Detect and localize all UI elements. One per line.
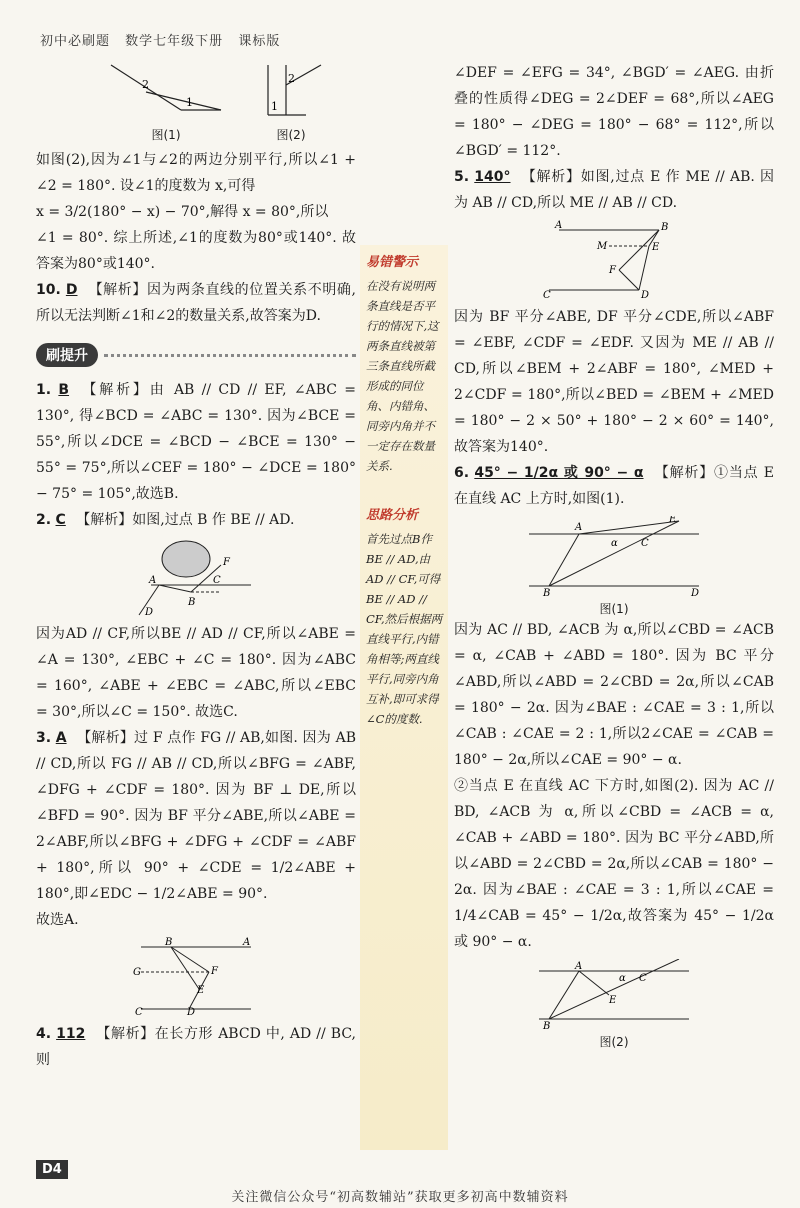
section-banner [36, 343, 356, 367]
solution-text: 如图(2),因为∠1与∠2的两边分别平行,所以∠1 + ∠2 = 180°. 设∠1的度数为 x,可得 [36, 152, 356, 194]
svg-text:F: F [223, 557, 230, 568]
svg-text:A: A [575, 522, 583, 533]
svg-text:G: G [133, 967, 141, 978]
question-number: 3. [36, 730, 52, 746]
question-number: 6. [454, 465, 470, 481]
svg-text:C: C [543, 290, 551, 300]
svg-text:C: C [641, 538, 649, 549]
explanation: 【解析】①当点 E 在直线 AC 上方时,如图(1). [454, 465, 774, 507]
svg-text:D: D [641, 290, 650, 300]
explanation: 因为AD // CF,所以BE // AD // CF,所以∠ABE = ∠A = 130°, ∠EBC + ∠C = 180°. 因为∠ABC = 160°, ∠ABE + ∠EBC = ∠ABC,所以∠EBC = 30°,所以∠C = 150°. 故选C. [36, 626, 356, 720]
explanation: 【解析】如图,过点 E 作 ME // AB. 因为 AB // CD,所以 ME // AB // CD. [454, 169, 775, 211]
page-header [40, 30, 290, 49]
svg-text:A: A [149, 575, 157, 586]
question-4 [36, 1021, 356, 1073]
svg-text:α: α [619, 973, 626, 984]
error-alert-tag: 易错警示 [366, 255, 419, 270]
svg-text:C: C [213, 575, 221, 586]
svg-text:α: α [611, 538, 618, 549]
question-5-figure [539, 220, 689, 300]
question-2-figure [131, 537, 261, 617]
figure-caption: 图(1) [599, 602, 629, 616]
answer: B [58, 382, 70, 398]
svg-text:2: 2 [142, 78, 149, 91]
question-number: 4. [36, 1026, 52, 1042]
svg-text:D: D [187, 1007, 196, 1017]
question-1 [36, 377, 356, 507]
question-6 [454, 460, 774, 512]
question-number: 1. [36, 382, 52, 398]
svg-text:C: C [135, 1007, 143, 1017]
right-column [454, 60, 774, 1050]
question-3 [36, 725, 356, 907]
thinking-note: 首先过点B作BE // AD,由AD // CF,可得BE // AD // CF,然后根据两直线平行,内错角相等;两直线平行,同旁内角互补,即可求得∠C的度数. [366, 532, 443, 726]
footer-text: 关注微信公众号“初高数辅站”获取更多初高中数辅资料 [231, 1190, 569, 1205]
explanation: 【解析】如图,过点 B 作 BE // AD. [76, 512, 295, 528]
question-3-figure [131, 937, 261, 1017]
dotted-rule [104, 354, 356, 357]
svg-text:B: B [165, 937, 173, 948]
solution-text: ∠1 = 80°. 综上所述,∠1的度数为80°或140°. 故答案为80°或140°. [36, 230, 356, 272]
question-number: 5. [454, 169, 470, 185]
svg-text:E: E [197, 985, 205, 996]
explanation: 因为 AC // BD, ∠ACB 为 α,所以∠CBD = ∠ACB = α, ∠CAB + ∠ABD = 180°. 因为 BC 平分∠ABD,所以∠ABD = 2∠CBD = 2α,所以∠CAB = 180° − 2α. 因为∠BAE : ∠CAE = 3 : 1,所以∠CAB : ∠CAE = 2 : 1,所以2∠CAE = ∠CAB = 180° − 2α,所以∠CAE = 90° − α. [454, 622, 774, 768]
page-number: D4 [36, 1160, 68, 1179]
top-figures [106, 60, 356, 143]
question-6-figure-2 [529, 959, 699, 1029]
figure-2 [256, 60, 326, 143]
thinking-tag: 思路分析 [366, 508, 419, 523]
figure-1 [106, 60, 226, 143]
answer: 140° [474, 169, 511, 185]
svg-text:E: E [669, 516, 677, 525]
solution-text: ∠DEF = ∠EFG = 34°, ∠BGD′ = ∠AEG. 由折叠的性质得∠DEG = 2∠DEF = 68°,所以∠AEG = 180° − ∠DEG = 180° − 68° = 112°,所以∠BGD′ = 112°. [454, 65, 774, 159]
figure-2-caption: 图(2) [276, 128, 306, 142]
svg-text:C: C [639, 973, 647, 984]
error-alert-note: 在没有说明两条直线是否平行的情况下,这两条直线被第三条直线所截形成的同位角、内错角、同旁内角并不一定存在数量关系. [366, 279, 439, 473]
svg-text:F: F [211, 966, 218, 977]
solution-text: x = 3/2(180° − x) − 70°,解得 x = 80°,所以 [36, 204, 329, 220]
question-6-figure-1 [519, 516, 709, 596]
question-2 [36, 507, 356, 533]
svg-text:D: D [145, 607, 154, 617]
figure-1-caption: 图(1) [151, 128, 181, 142]
svg-text:M: M [597, 241, 608, 252]
explanation: 因为 BF 平分∠ABE, DF 平分∠CDE,所以∠ABF = ∠EBF, ∠CDF = ∠EDF. 又因为 ME // AB // CD,所以∠BEM + 2∠ABF = 180°, ∠MED + 2∠CDF = 180°,所以∠BED = ∠BEM + ∠MED = 180° − 2 × 50° + 180° − 2 × 60° = 140°,故答案为140°. [454, 309, 774, 455]
svg-text:B: B [543, 588, 551, 596]
explanation: 【解析】过 F 点作 FG // AB,如图. 因为 AB // CD,所以 FG // AB // CD,所以∠BFG = ∠ABF, ∠DFG + ∠CDF = 180°. 因为 BF ⊥ DE,所以∠BFD = 90°. 因为 BF 平分∠ABE,所以∠ABE = 2∠ABF,所以∠BFG + ∠DFG + ∠CDF = ∠ABF + 180°,所以 90° + ∠CDE = 1/2∠ABE + 180°,即∠EDC − 1/2∠ABE = 90°. [36, 730, 356, 902]
svg-text:A: A [243, 937, 251, 948]
answer: C [55, 512, 66, 528]
explanation: 【解析】因为两条直线的位置关系不明确,所以无法判断∠1和∠2的数量关系,故答案为D. [36, 282, 356, 324]
svg-text:E: E [652, 242, 660, 253]
svg-text:A: A [575, 961, 583, 972]
figure-2-svg [256, 60, 326, 122]
explanation: 【解析】由 AB // CD // EF, ∠ABC = 130°, 得∠BCD = ∠ABC = 130°. 因为∠BCE = 55°,所以∠DCE = ∠BCD − ∠BCE = 130° − 55° = 75°,所以∠CEF = 180° − ∠DCE = 180° − 75° = 105°,故选B. [36, 382, 357, 502]
svg-text:B: B [188, 597, 196, 608]
edition-label: 课标版 [238, 34, 281, 49]
sidebar-notes [360, 245, 448, 1150]
svg-text:E: E [609, 995, 617, 1006]
svg-text:1: 1 [186, 96, 193, 109]
answer: 45° − 1/2α 或 90° − α [474, 465, 644, 481]
explanation: 【解析】在长方形 ABCD 中, AD // BC,则 [36, 1026, 356, 1068]
svg-text:B: B [543, 1021, 551, 1029]
svg-text:1: 1 [271, 100, 278, 113]
svg-text:2: 2 [288, 72, 295, 85]
svg-text:B: B [661, 222, 669, 233]
answer: D [65, 282, 78, 298]
svg-text:D: D [691, 588, 700, 596]
explanation: ②当点 E 在直线 AC 下方时,如图(2). 因为 AC // BD, ∠ACB 为 α,所以∠CBD = ∠ACB = α, ∠CAB + ∠ABD = 180°. 因为 BC 平分∠ABD,所以∠ABD = 2∠CBD = 2α,所以∠CAB = 180° − 2α. 因为∠BAE : ∠CAE = 3 : 1,所以∠CAE = 1/4∠CAB = 45° − 1/2α,故答案为 45° − 1/2α 或 90° − α. [454, 778, 774, 950]
answer: 112 [56, 1026, 86, 1042]
figure-1-svg [106, 60, 226, 122]
conclusion: 故选A. [36, 912, 79, 928]
question-10 [36, 277, 356, 329]
question-number: 10. [36, 282, 61, 298]
svg-text:F: F [609, 265, 616, 276]
section-title: 刷提升 [36, 343, 98, 367]
question-5 [454, 164, 774, 216]
book-title: 初中必刷题 [40, 34, 111, 49]
svg-text:A: A [555, 220, 563, 231]
subject-title: 数学七年级下册 [125, 34, 224, 49]
answer: A [55, 730, 67, 746]
figure-caption: 图(2) [599, 1035, 629, 1049]
question-number: 2. [36, 512, 52, 528]
left-column [36, 60, 356, 1073]
